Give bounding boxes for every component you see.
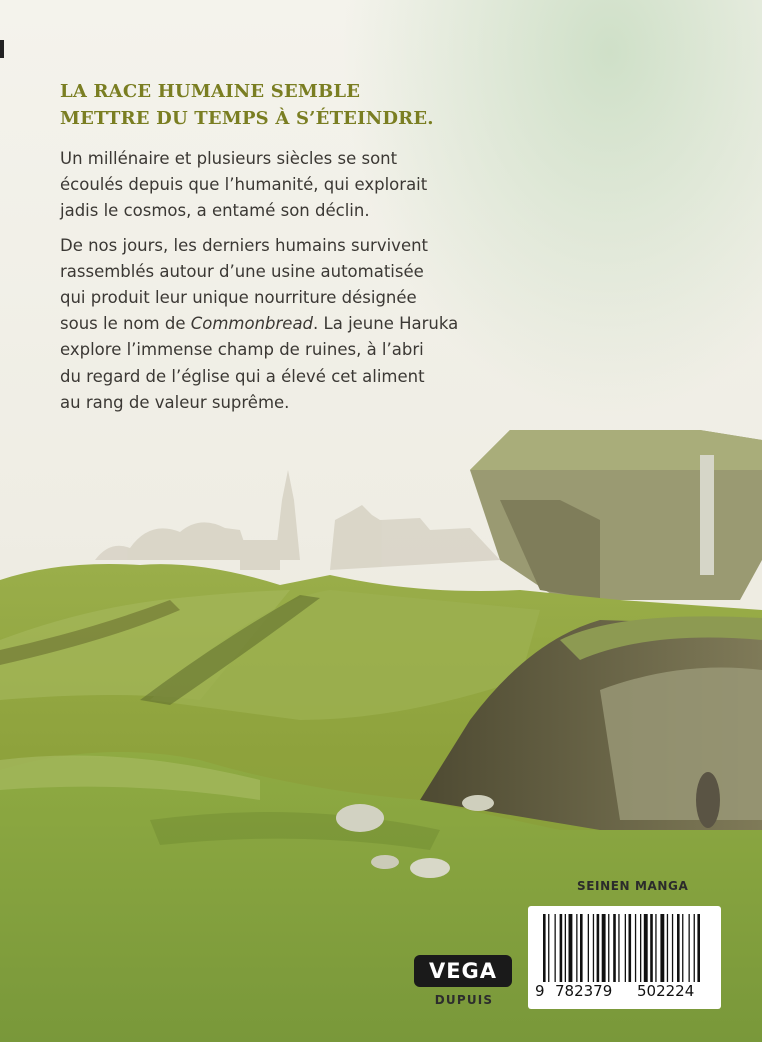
- paragraph-line: rassemblés autour d’une usine automatisée: [60, 261, 424, 281]
- barcode-bar: [697, 914, 700, 982]
- publisher-name: DUPUIS: [434, 993, 494, 1007]
- blurb: [60, 78, 460, 424]
- barcode-bar: [694, 914, 695, 982]
- headline-line: LA RACE HUMAINE SEMBLE: [60, 81, 361, 102]
- paragraph-line: jadis le cosmos, a entamé son déclin.: [60, 201, 370, 221]
- paragraph-line: écoulés depuis que l’humanité, qui explorait: [60, 175, 428, 195]
- paragraph-line: De nos jours, les derniers humains survivent: [60, 235, 429, 255]
- barcode-bar: [640, 914, 641, 982]
- barcode-bar: [569, 914, 573, 982]
- spine-edge-mark: [0, 40, 4, 58]
- barcode-bar: [650, 914, 653, 982]
- barcode-group-1: 782379: [555, 982, 613, 1000]
- vega-logo: [414, 955, 512, 987]
- barcode-bar: [597, 914, 600, 982]
- barcode-bar: [602, 914, 606, 982]
- barcode-digit-first: 9: [535, 982, 545, 1000]
- barcode-bar: [667, 914, 668, 982]
- barcode-bar: [689, 914, 690, 982]
- barcode-bar: [608, 914, 609, 982]
- barcode-bar: [560, 914, 563, 982]
- barcode-bar: [655, 914, 656, 982]
- barcode-bar: [548, 914, 549, 982]
- line-text: sous le nom de: [60, 314, 191, 334]
- barcode-bar: [593, 914, 594, 982]
- barcode-bar: [580, 914, 583, 982]
- blurb-paragraph-1: [60, 146, 460, 225]
- barcode-bar: [635, 914, 636, 982]
- barcode-bar: [677, 914, 680, 982]
- paragraph-line: [60, 311, 460, 337]
- barcode-bar: [576, 914, 577, 982]
- barcode-bar: [682, 914, 683, 982]
- paragraph-line: explore l’immense champ de ruines, à l’abri: [60, 340, 424, 360]
- paragraph-line: au rang de valeur suprême.: [60, 392, 290, 412]
- barcode-bar: [543, 914, 546, 982]
- title-commonbread: Commonbread: [190, 314, 314, 334]
- blurb-headline: [60, 78, 460, 132]
- barcode-bar: [644, 914, 648, 982]
- barcode-bar: [613, 914, 616, 982]
- barcode-bar: [618, 914, 619, 982]
- barcode-group-2: 502224: [637, 982, 695, 1000]
- blurb-paragraph-2: [60, 233, 460, 416]
- paragraph-line: du regard de l’église qui a élevé cet aliment: [60, 366, 425, 386]
- barcode-bar: [565, 914, 566, 982]
- logo-text: VEGA: [428, 959, 498, 983]
- isbn-barcode: [528, 906, 721, 1009]
- paragraph-line: qui produit leur unique nourriture désignée: [60, 288, 417, 308]
- paragraph-line: Un millénaire et plusieurs siècles se sont: [60, 149, 398, 168]
- barcode-bar: [660, 914, 664, 982]
- barcode-bars: [543, 914, 708, 982]
- barcode-bar: [672, 914, 673, 982]
- line-text: . La jeune Haruka: [313, 314, 459, 334]
- genre-label: SEINEN MANGA: [577, 879, 689, 893]
- barcode-bar: [588, 914, 589, 982]
- headline-line: METTRE DU TEMPS À S’ÉTEINDRE.: [60, 108, 434, 129]
- barcode-bar: [629, 914, 632, 982]
- barcode-bar: [555, 914, 556, 982]
- barcode-bar: [625, 914, 626, 982]
